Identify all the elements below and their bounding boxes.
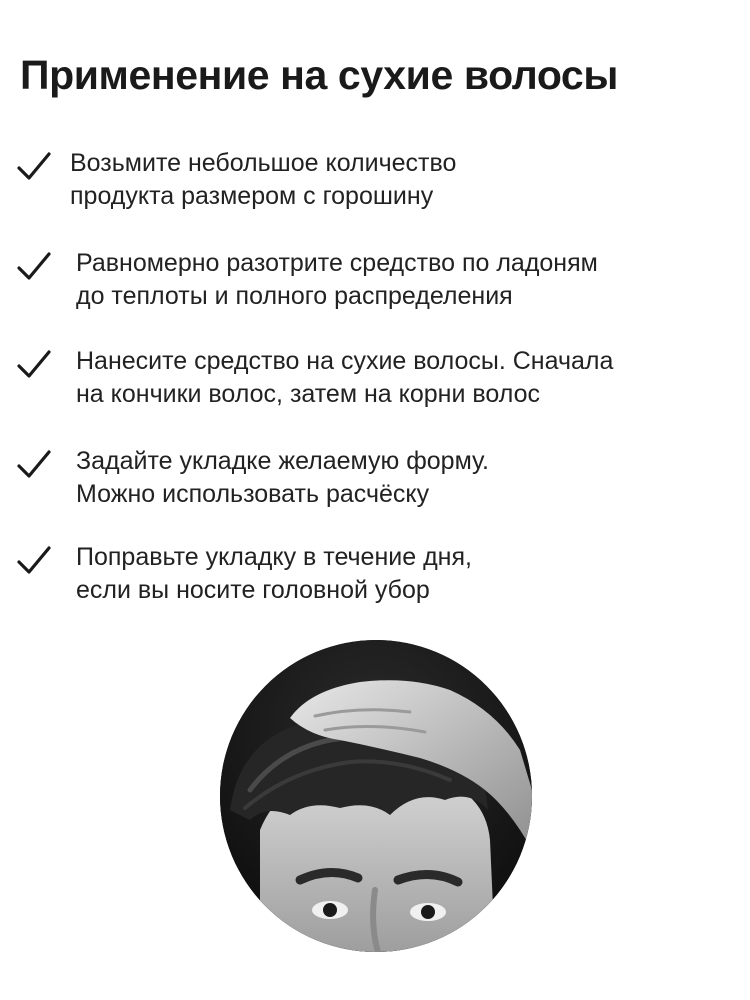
step-text-line-2: Можно использовать расчёску [76,480,430,508]
page-title: Применение на сухие волосы [20,52,618,98]
step-text-line-2: если вы носите головной убор [76,576,430,604]
checkmark-icon [16,151,52,181]
man-hair-illustration [220,640,532,952]
step-text-line-2: до теплоты и полного распределения [76,282,513,310]
checkmark-icon [16,349,52,379]
checkmark-icon [16,449,52,479]
hair-styling-photo [220,640,532,952]
step-text-line-1: Равномерно разотрите средство по ладоням [76,249,598,277]
step-text [76,541,736,607]
step-text-line-1: Возьмите небольшое количество [70,149,457,177]
step-text [76,445,736,511]
step-text-line-2: на кончики волос, затем на корни волос [76,380,540,408]
step-text [76,345,736,411]
step-text-line-2: продукта размером с горошину [70,182,434,210]
step-text-line-1: Задайте укладке желаемую форму. [76,447,489,475]
step-text-line-1: Нанесите средство на сухие волосы. Сначала [76,347,614,375]
step-text [76,247,736,313]
step-text-line-1: Поправьте укладку в течение дня, [76,543,472,571]
checkmark-icon [16,251,52,281]
checkmark-icon [16,545,52,575]
step-text [70,147,730,213]
